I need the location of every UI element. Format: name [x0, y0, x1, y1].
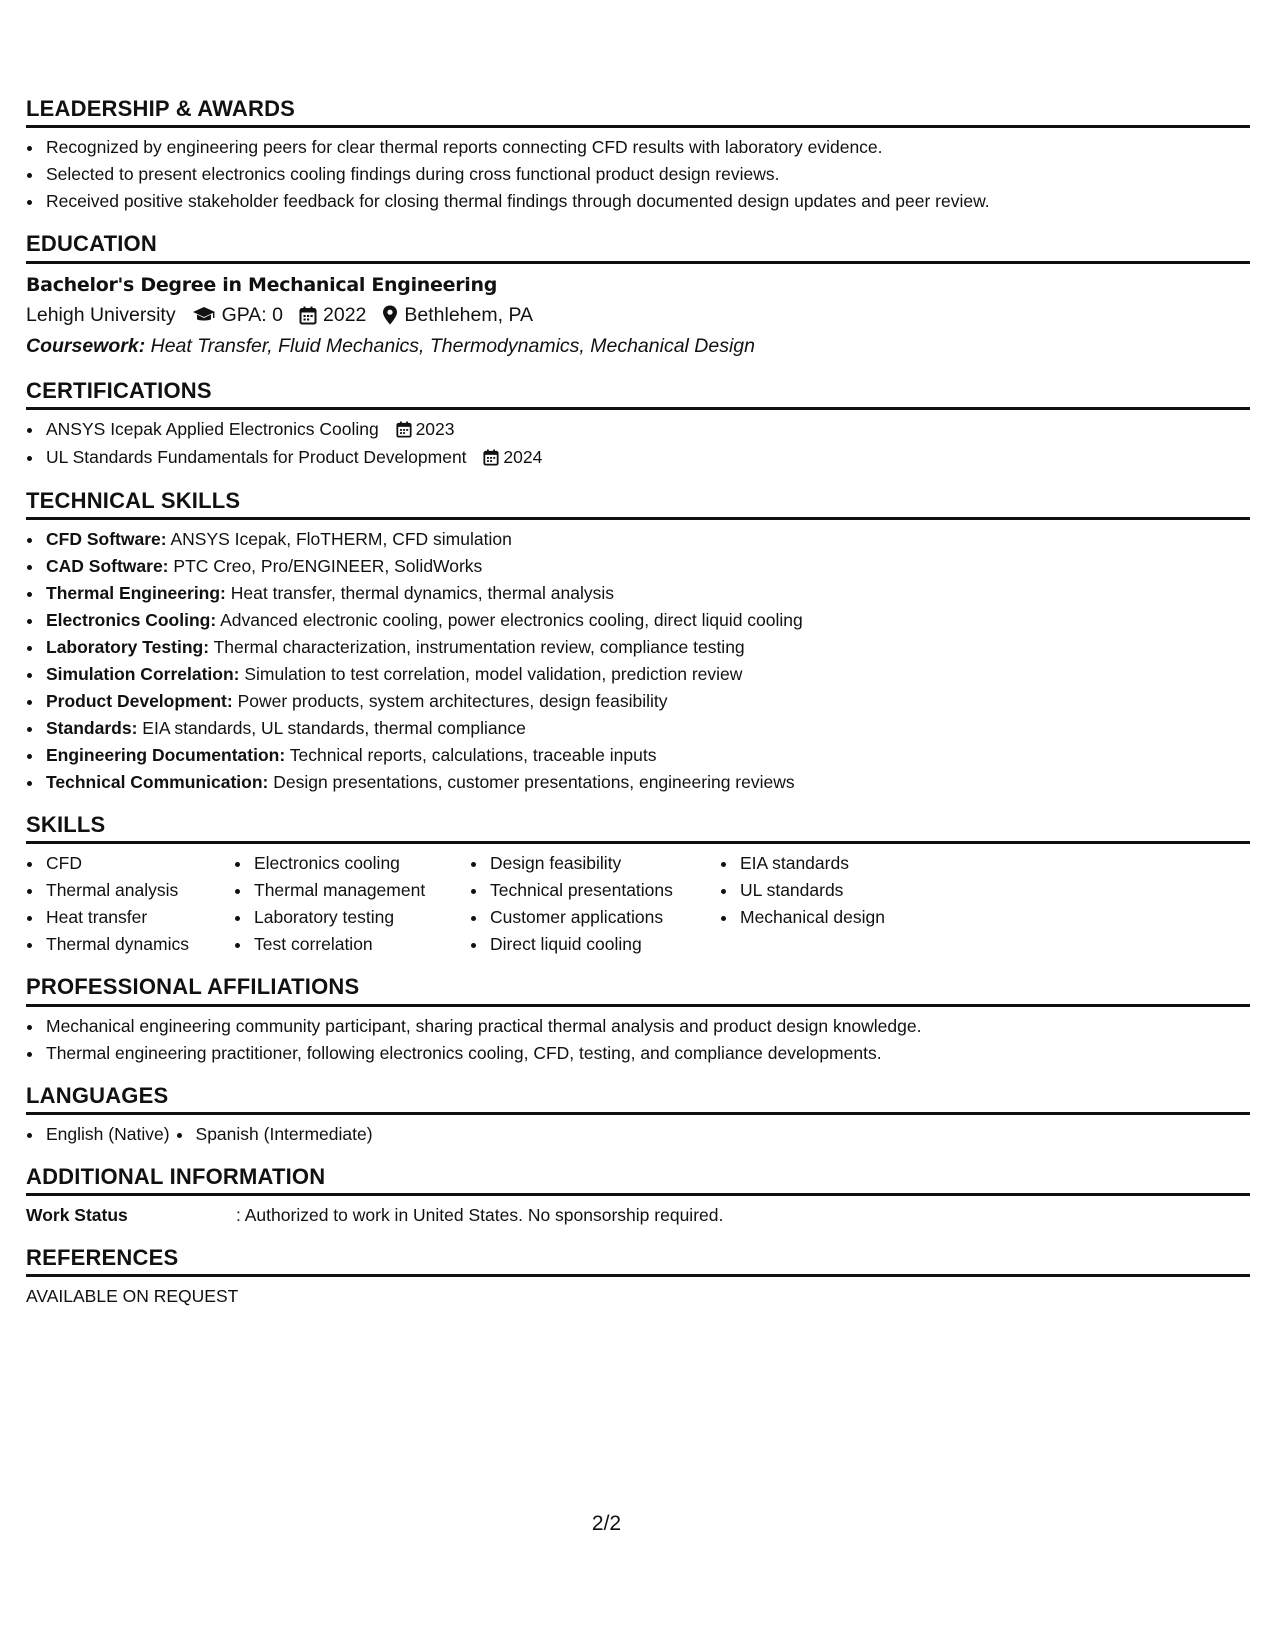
list-item: • Selected to present electronics cooling findings during cross functional product design reviews. [44, 161, 1250, 188]
list-item [44, 634, 1250, 661]
calendar-icon [396, 417, 412, 444]
work-status-value: : Authorized to work in United States. No sponsorship required. [236, 1205, 724, 1226]
languages-list [26, 1121, 1250, 1148]
skill-value: Design presentations, customer presentations, engineering reviews [273, 771, 795, 792]
list-item: • Thermal engineering practitioner, following electronics cooling, CFD, testing, and compliance developments. [44, 1040, 1250, 1067]
technical-skills-section [26, 488, 1250, 796]
skill-label: Electronics Cooling: [46, 609, 217, 630]
skill-label: CFD Software: [46, 528, 167, 549]
list-item [44, 444, 1250, 472]
certifications-title: CERTIFICATIONS [26, 378, 1250, 410]
skill-label: Engineering Documentation: [46, 744, 286, 765]
skills-grid [26, 850, 1250, 958]
list-item: • Technical presentations [488, 877, 720, 904]
list-item: • Thermal dynamics [44, 931, 234, 958]
list-item: • Thermal analysis [44, 877, 234, 904]
skill-label: Laboratory Testing: [46, 636, 210, 657]
list-item: • Mechanical engineering community participant, sharing practical thermal analysis and product design knowledge. [44, 1013, 1250, 1040]
list-item: • Thermal management [252, 877, 470, 904]
coursework-value: Heat Transfer, Fluid Mechanics, Thermodynamics, Mechanical Design [150, 334, 756, 357]
education-school: Lehigh University [26, 303, 176, 326]
skills-title: SKILLS [26, 812, 1250, 844]
skill-value: Simulation to test correlation, model validation, prediction review [244, 663, 743, 684]
map-pin-icon [382, 305, 398, 325]
education-coursework [26, 331, 1250, 362]
education-gpa: GPA: 0 [221, 303, 283, 326]
list-item [44, 661, 1250, 688]
work-status-row [26, 1202, 1250, 1229]
skill-value: Advanced electronic cooling, power electronics cooling, direct liquid cooling [220, 609, 803, 630]
skills-column [234, 850, 470, 958]
education-title: EDUCATION [26, 231, 1250, 263]
skill-label: Thermal Engineering: [46, 582, 226, 603]
calendar-icon [299, 306, 317, 325]
list-item [44, 416, 1250, 444]
list-item [44, 553, 1250, 580]
skills-section [26, 812, 1250, 958]
list-item: • Heat transfer [44, 904, 234, 931]
skill-label: Simulation Correlation: [46, 663, 240, 684]
page-number: 2/2 [591, 1512, 622, 1535]
skill-label: Product Development: [46, 690, 233, 711]
references-title: REFERENCES [26, 1245, 1250, 1277]
references-text: AVAILABLE ON REQUEST [26, 1286, 239, 1307]
list-item [44, 769, 1250, 796]
additional-section [26, 1164, 1250, 1229]
education-details [26, 300, 1250, 331]
leadership-list [26, 134, 1250, 215]
certification-name: ANSYS Icepak Applied Electronics Cooling [46, 418, 379, 439]
list-item: • Mechanical design [738, 904, 958, 931]
list-item [44, 715, 1250, 742]
skills-column [470, 850, 720, 958]
education-location: Bethlehem, PA [404, 303, 534, 326]
list-item: • English (Native) [44, 1121, 170, 1148]
skill-value: Technical reports, calculations, traceable inputs [289, 744, 657, 765]
skills-column [26, 850, 234, 958]
list-item: • Laboratory testing [252, 904, 470, 931]
list-item: • Direct liquid cooling [488, 931, 720, 958]
list-item: • Recognized by engineering peers for clear thermal reports connecting CFD results with laboratory evidence. [44, 134, 1250, 161]
certifications-list [26, 416, 1250, 472]
skill-value: Heat transfer, thermal dynamics, thermal analysis [230, 582, 614, 603]
list-item: • UL standards [738, 877, 958, 904]
list-item [44, 688, 1250, 715]
skill-label: Standards: [46, 717, 138, 738]
certification-year: 2023 [415, 418, 455, 439]
skill-value: Thermal characterization, instrumentation review, compliance testing [213, 636, 745, 657]
skill-value: EIA standards, UL standards, thermal compliance [142, 717, 526, 738]
list-item: • Design feasibility [488, 850, 720, 877]
languages-section [26, 1083, 1250, 1148]
leadership-section [26, 96, 1250, 215]
skill-value: PTC Creo, Pro/ENGINEER, SolidWorks [173, 555, 483, 576]
work-status-key: Work Status [26, 1205, 128, 1226]
education-degree: Bachelor's Degree in Mechanical Engineering [26, 273, 498, 296]
skill-value: ANSYS Icepak, FloTHERM, CFD simulation [170, 528, 512, 549]
resume-page [26, 96, 1250, 1326]
list-item [44, 526, 1250, 553]
list-item [44, 607, 1250, 634]
certifications-section [26, 378, 1250, 472]
certification-year: 2024 [503, 446, 543, 467]
list-item [44, 742, 1250, 769]
list-item: • Customer applications [488, 904, 720, 931]
skill-label: CAD Software: [46, 555, 169, 576]
education-year: 2022 [323, 303, 367, 326]
languages-title: LANGUAGES [26, 1083, 1250, 1115]
list-item: • Received positive stakeholder feedback for closing thermal findings through documented design updates and peer review. [44, 188, 1250, 215]
technical-skills-title: TECHNICAL SKILLS [26, 488, 1250, 520]
list-item [44, 580, 1250, 607]
education-section [26, 231, 1250, 361]
additional-title: ADDITIONAL INFORMATION [26, 1164, 1250, 1196]
graduation-cap-icon [192, 306, 216, 324]
skill-label: Technical Communication: [46, 771, 269, 792]
technical-skills-list [26, 526, 1250, 796]
skills-column [720, 850, 958, 958]
certification-name: UL Standards Fundamentals for Product Development [46, 446, 467, 467]
affiliations-section [26, 974, 1250, 1066]
calendar-icon [483, 445, 499, 472]
list-item: • Test correlation [252, 931, 470, 958]
list-item: • Spanish (Intermediate) [194, 1121, 373, 1148]
skill-value: Power products, system architectures, design feasibility [237, 690, 668, 711]
leadership-title: LEADERSHIP & AWARDS [26, 96, 1250, 128]
references-section [26, 1245, 1250, 1310]
affiliations-list [26, 1013, 1250, 1067]
list-item: • Electronics cooling [252, 850, 470, 877]
list-item: • EIA standards [738, 850, 958, 877]
coursework-label: Coursework: [26, 334, 146, 357]
list-item: • CFD [44, 850, 234, 877]
affiliations-title: PROFESSIONAL AFFILIATIONS [26, 974, 1250, 1006]
